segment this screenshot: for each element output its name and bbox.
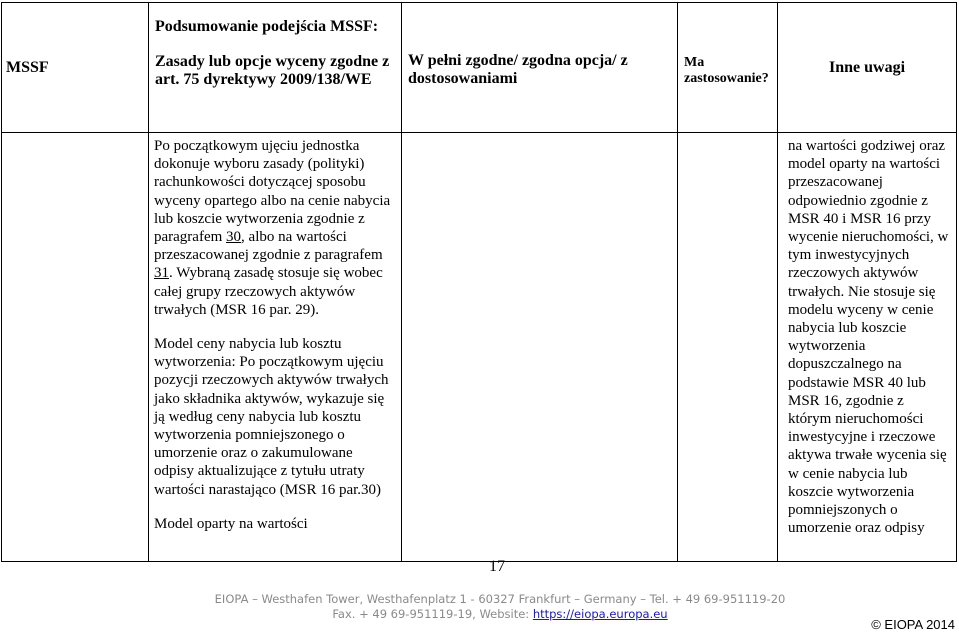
footer-fax: Fax. + 49 69-951119-19, Website:	[332, 607, 533, 621]
page-number: 17	[489, 558, 505, 575]
header-compliance: W pełni zgodne/ zgodna opcja/ z dostosowaniami	[402, 3, 678, 133]
paragraph-30-link[interactable]: 30	[226, 229, 242, 246]
footer-contact	[200, 607, 800, 622]
summary-text: Po początkowym ujęciu jednostka dokonuje wyboru zasady (polityki) rachunkowości dotyczącej sposobu wyceny opartego albo na cenie nabycia lub koszcie wytworzenia zgodnie z paragrafem	[154, 138, 391, 246]
header-summary-subtitle: Zasady lub opcje wyceny zgodne z art. 75 dyrektywy 2009/138/WE	[155, 53, 390, 88]
header-applies: Ma zastosowanie?	[678, 3, 778, 133]
remarks-text: na wartości godziwej oraz model oparty na wartości przeszacowanej odpowiednio zgodnie z MSR 40 i MSR 16 przy wycenie nieruchomości, w tym inwestycyjnych rzeczowych aktywów trwałych. Nie stosuje się modelu wyceny w cenie nabycia lub koszcie wytworzenia dopuszczalnego na podstawie MSR 40 lub MSR 16, zgodnie z którym nieruchomości inwestycyjne i rzeczowe aktywa trwałe wycenia się w cenie nabycia lub koszcie wytworzenia pomniejszonych o umorzenie oraz odpisy	[788, 138, 949, 537]
website-link[interactable]: https://eiopa.europa.eu	[532, 607, 668, 621]
table-row	[2, 133, 957, 562]
cell-compliance	[402, 133, 678, 562]
header-remarks: Inne uwagi	[778, 3, 957, 133]
summary-paragraph-3: Model oparty na wartości	[154, 515, 308, 532]
summary-paragraph-2: Model ceny nabycia lub kosztu wytworzenia: Po początkowym ujęciu pozycji rzeczowych aktywów trwałych jako składnika aktywów, wykazuje się ją według ceny nabycia lub kosztu wytworzenia pomniejszonego o umorzenie oraz o zakumulowane odpisy aktualizujące z tytułu utraty wartości narastająco (MSR 16 par.30)	[154, 336, 389, 498]
page-footer	[200, 592, 800, 622]
cell-mssf	[2, 133, 149, 562]
cell-remarks	[778, 133, 957, 562]
table-header-row	[2, 3, 957, 133]
copyright-notice: © EIOPA 2014	[871, 617, 955, 632]
summary-text: . Wybraną zasadę stosuje się wobec całej grupy rzeczowych aktywów trwałych (MSR 16 par. 29).	[154, 265, 383, 318]
summary-paragraph-1	[154, 137, 395, 319]
header-mssf: MSSF	[2, 3, 149, 133]
valuation-table	[1, 2, 957, 562]
footer-address: EIOPA – Westhafen Tower, Westhafenplatz 1 - 60327 Frankfurt – Germany – Tel. + 49 69-951119-20	[214, 592, 786, 606]
header-summary	[149, 3, 402, 133]
paragraph-31-link[interactable]: 31	[154, 265, 169, 282]
cell-summary	[149, 133, 402, 562]
cell-applies	[678, 133, 778, 562]
summary-text: , albo na wartości przeszacowanej zgodnie z paragrafem	[154, 229, 383, 264]
header-summary-title: Podsumowanie podejścia MSSF:	[155, 18, 379, 35]
